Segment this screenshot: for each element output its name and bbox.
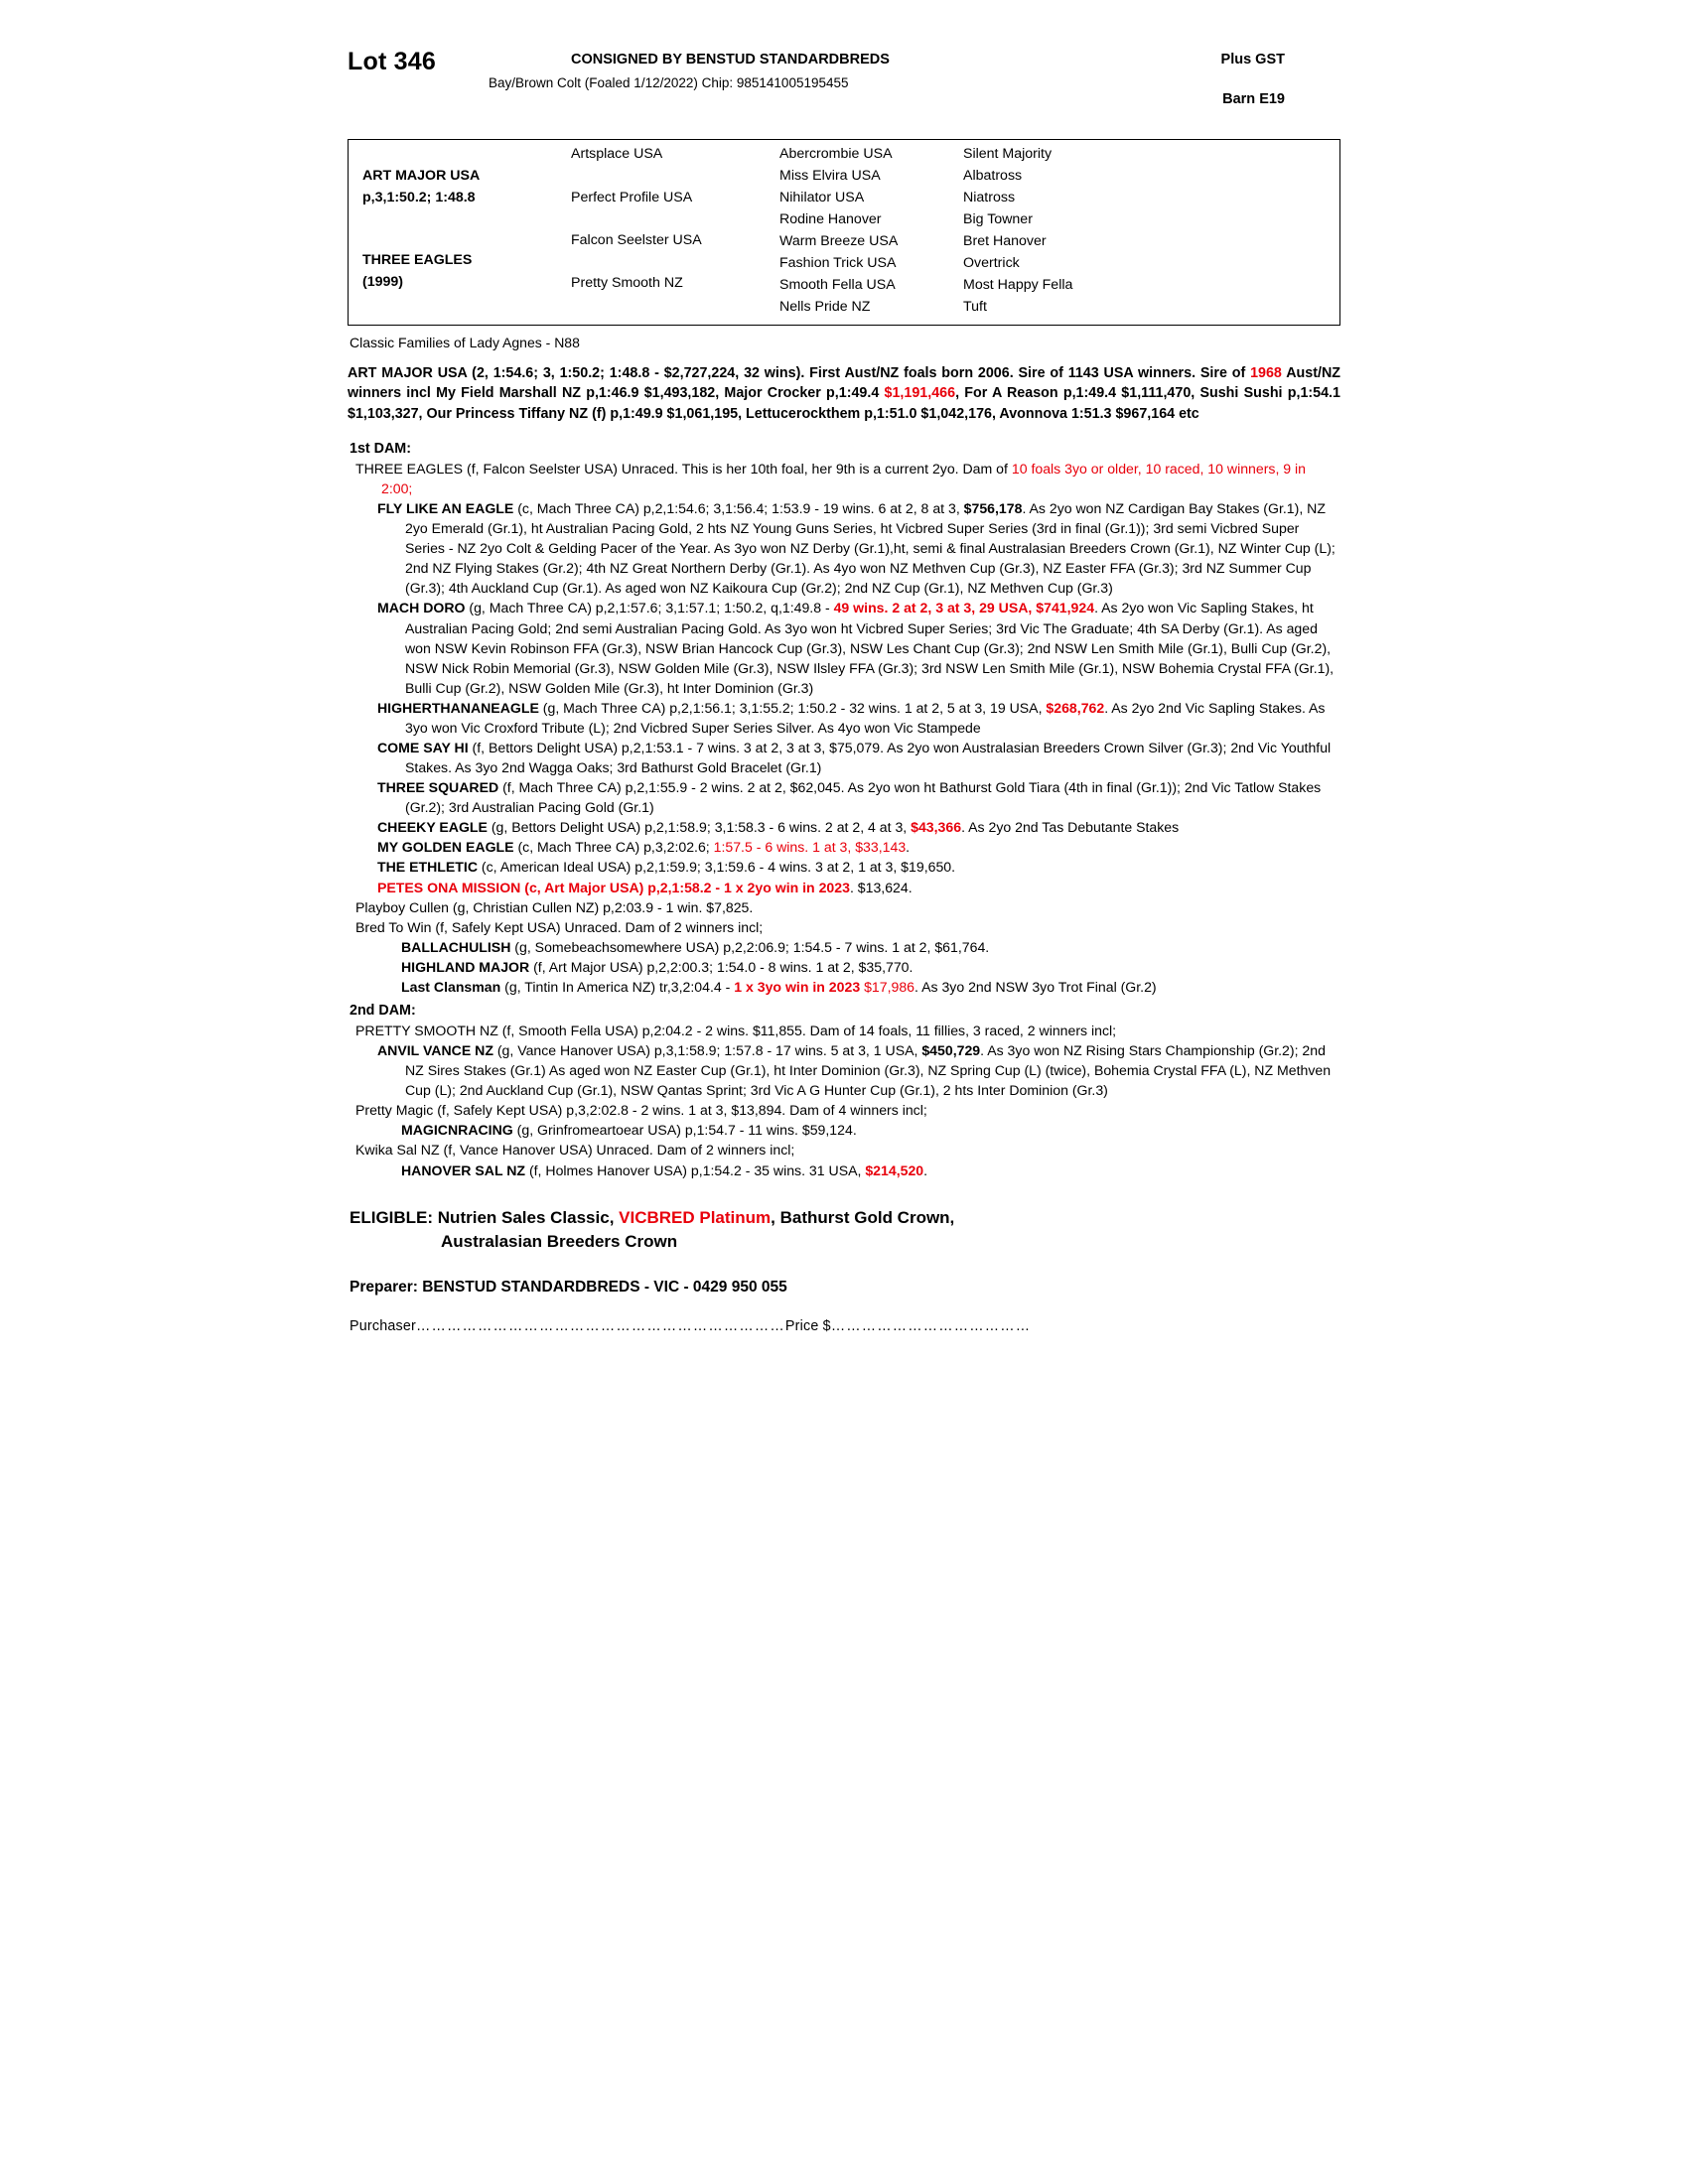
pedigree-cell: Falcon Seelster USA (571, 232, 702, 248)
progeny-name: THREE SQUARED (377, 779, 499, 796)
second-dam-intro: PRETTY SMOOTH NZ (f, Smooth Fella USA) p,2:04.2 - 2 wins. $11,855. Dam of 14 foals, 11 fillies, 3 raced, 2 winners incl; (355, 1023, 1117, 1038)
pedigree-cell: Miss Elvira USA (779, 168, 881, 184)
progeny-highlight: 1 x 3yo win in 2023 (734, 978, 861, 995)
pedigree-cell: Silent Majority (963, 146, 1053, 162)
progeny-name: HANOVER SAL NZ (401, 1161, 526, 1178)
progeny-detail: (g, Vance Hanover USA) p,3,1:58.9; 1:57.8 - 17 wins. 5 at 3, 1 USA, (492, 1042, 922, 1059)
progeny-detail-2: . As 3yo won NZ Rising Stars Championship (Gr.2); 2nd NZ Sires Stakes (Gr.1) As aged won NZ Easter Cup (Gr.1), ht Inter Dominion (Gr.3), NZ Spring Cup (L) (twice), Bohemia Crystal FFA (L), NZ Methven Cup (L); 2nd Auckland Cup (Gr.1), NSW Qantas Sprint; 3rd Vic A G Hunter Cup (Gr.1), 2 hts Inter Dominion (Gr.3) (405, 1042, 1332, 1099)
progeny-name: MY GOLDEN EAGLE (377, 839, 514, 856)
pedigree-cell: Niatross (963, 190, 1016, 205)
pedigree-table (348, 139, 1340, 326)
progeny-earnings: $17,986 (864, 978, 915, 995)
vicbred-platinum-label: VICBRED Platinum (619, 1207, 772, 1227)
price-label: Price $ (784, 1317, 831, 1334)
sire-progeny-earnings: $1,191,466 (884, 385, 956, 402)
progeny-entry (401, 1120, 1340, 1140)
progeny-detail: (g, Tintin In America NZ) tr,3,2:04.4 - (500, 978, 735, 995)
sire-winners-count: 1968 (1250, 365, 1282, 381)
progeny-entry (377, 1040, 1340, 1100)
progeny-detail: (g, Mach Three CA) p,2,1:56.1; 3,1:55.2; 1:50.2 - 32 wins. 1 at 2, 5 at 3, 19 USA, (538, 699, 1047, 716)
progeny-name: MACH DORO (377, 600, 466, 616)
progeny-entry (377, 777, 1340, 817)
progeny-detail-3: . As 3yo 2nd NSW 3yo Trot Final (Gr.2) (914, 978, 1157, 995)
progeny-detail: (f, Mach Three CA) p,2,1:55.9 - 2 wins. 2 at 2, $62,045. As 2yo won ht Bathurst Gold Tiara (4th in final (Gr.1)); 2nd Vic Tatlow Stakes (Gr.2); 3rd Australian Pacing Gold (Gr.1) (405, 779, 1322, 816)
progeny-name: HIGHLAND MAJOR (401, 958, 530, 975)
sire-record: p,3,1:50.2; 1:48.8 (362, 190, 476, 205)
pedigree-cell: Albatross (963, 168, 1023, 184)
pedigree-col-grandparents (571, 140, 779, 325)
progeny-detail-2: . $13,624. (849, 879, 913, 895)
progeny-name: FLY LIKE AN EAGLE (377, 500, 514, 517)
pedigree-cell: Perfect Profile USA (571, 190, 693, 205)
price-dots: ………………………………… (830, 1317, 1032, 1334)
pedigree-col-4th-gen (963, 140, 1147, 325)
pedigree-cell: Smooth Fella USA (779, 277, 896, 293)
progeny-detail-2: . As 2yo 2nd Tas Debutante Stakes (961, 819, 1180, 836)
progeny-name: MAGICNRACING (401, 1122, 513, 1139)
progeny-detail: (c, Art Major USA) p,2,1:58.2 - 1 x 2yo win in 2023 (520, 879, 850, 895)
progeny-detail: (f, Holmes Hanover USA) p,1:54.2 - 35 wins. 31 USA, (525, 1161, 866, 1178)
horse-description: Bay/Brown Colt (Foaled 1/12/2022) Chip: 985141005195455 (489, 75, 849, 90)
progeny-name: PETES ONA MISSION (377, 879, 521, 895)
pedigree-cell: Artsplace USA (571, 146, 663, 162)
consignor-line: CONSIGNED BY BENSTUD STANDARDBREDS (571, 52, 890, 68)
progeny-entry (377, 598, 1340, 697)
preparer-line: Preparer: BENSTUD STANDARDBREDS - VIC - 0429 950 055 (350, 1278, 787, 1296)
progeny-detail: (c, Mach Three CA) p,2,1:54.6; 3,1:56.4; 1:53.9 - 19 wins. 6 at 2, 8 at 3, (513, 500, 964, 517)
progeny-entry (377, 498, 1340, 598)
progeny-detail: (g, Grinfromeartoear USA) p,1:54.7 - 11 wins. $59,124. (512, 1122, 857, 1139)
progeny-entry (377, 878, 1340, 897)
progeny-entry (401, 957, 1340, 977)
first-dam-intro-text: THREE EAGLES (f, Falcon Seelster USA) Unraced. This is her 10th foal, her 9th is a current 2yo. Dam of (355, 460, 1012, 477)
progeny-entry (401, 977, 1340, 997)
progeny-entry (355, 1100, 1340, 1120)
progeny-detail: (c, American Ideal USA) p,2,1:59.9; 3,1:59.6 - 4 wins. 3 at 2, 1 at 3, $19,650. (478, 859, 956, 876)
progeny-entry (377, 738, 1340, 777)
pedigree-cell: Nihilator USA (779, 190, 865, 205)
progeny-detail: (g, Bettors Delight USA) p,2,1:58.9; 3,1:58.3 - 6 wins. 2 at 2, 4 at 3, (487, 819, 912, 836)
progeny-detail-2: . As 2yo won Vic Sapling Stakes, ht Australian Pacing Gold; 2nd semi Australian Pacing Gold. As 3yo won ht Vicbred Super Series; 3rd Vic The Graduate; 4th SA Derby (Gr.1). As aged won NSW Kevin Robinson FFA (Gr.3), NSW Brian Hancock Cup (Gr.3), NSW Les Chant Cup (Gr.3); 2nd NSW Len Smith Mile (Gr.1), Bulli Cup (Gr.2), NSW Nick Robin Memorial (Gr.3), NSW Golden Mile (Gr.3), NSW Ilsley FFA (Gr.3); 3rd NSW Len Smith Mile (Gr.1), NSW Bohemia Crystal FFA (Gr.1), Bulli Cup (Gr.2), NSW Golden Mile (Gr.3), ht Inter Dominion (Gr.3) (405, 600, 1335, 696)
sire-summary-part1: ART MAJOR USA (2, 1:54.6; 3, 1:50.2; 1:48.8 - $2,727,224, 32 wins). First Aust/NZ foals born 2006. Sire of 1143 USA winners. Sire of (348, 365, 1251, 381)
progeny-name: HIGHERTHANANEAGLE (377, 699, 539, 716)
catalogue-sheet (348, 44, 1340, 1334)
progeny-detail-2: . (906, 839, 911, 856)
first-dam-dam-of-stat: 10 foals 3yo or older, 10 raced, 10 winners, 9 in 2:00; (381, 460, 1307, 496)
lot-number: Lot 346 (348, 48, 436, 75)
progeny-detail-2: . As 2yo 2nd Vic Sapling Stakes. As 3yo won Vic Croxford Tribute (L); 2nd Vicbred Super Series Silver. As 4yo won Vic Stampede (405, 699, 1326, 736)
dam-year: (1999) (362, 274, 404, 290)
sire-summary-part2: Aust/NZ winners incl My Field Marshall NZ p,1:46.9 $1,493,182, Major Crocker p,1:49.4 (348, 365, 1340, 402)
pedigree-cell: Big Towner (963, 211, 1033, 227)
purchaser-dots: ……………………………………………………………… (415, 1317, 785, 1334)
progeny-name: CHEEKY EAGLE (377, 819, 488, 836)
pedigree-cell: Tuft (963, 299, 987, 315)
pedigree-cell: Nells Pride NZ (779, 299, 871, 315)
progeny-earnings: $268,762 (1046, 699, 1105, 716)
first-dam-intro (355, 459, 1340, 498)
progeny-detail: (g, Somebeachsomewhere USA) p,2,2:06.9; 1:54.5 - 7 wins. 1 at 2, $61,764. (510, 938, 990, 955)
eligible-line-1 (350, 1206, 1340, 1231)
progeny-name: Bred To Win (355, 918, 432, 935)
progeny-entry (401, 1160, 1340, 1180)
eligible-line-2: Australasian Breeders Crown (441, 1232, 678, 1252)
progeny-entry (401, 937, 1340, 957)
purchaser-label: Purchaser (350, 1317, 416, 1334)
eligible-block (350, 1206, 1340, 1255)
progeny-entry (355, 1140, 1340, 1160)
progeny-entry (377, 817, 1340, 837)
progeny-detail: (g, Mach Three CA) p,2,1:57.6; 3,1:57.1; 1:50.2, q,1:49.8 - (465, 600, 834, 616)
progeny-earnings: $214,520 (865, 1161, 924, 1178)
dam-name: THREE EAGLES (362, 252, 473, 268)
pedigree-cell: Fashion Trick USA (779, 255, 897, 271)
pedigree-cell: Warm Breeze USA (779, 233, 899, 249)
sire-summary-part3: , For A Reason p,1:49.4 $1,111,470, Sushi Sushi p,1:54.1 $1,103,327, Our Princess Tiffany NZ (f) p,1:49.9 $1,061,195, Lettucerockthem p,1:51.0 $1,042,176, Avonnova 1:51.3 $967,164 etc (348, 385, 1340, 422)
sire-summary-paragraph (348, 363, 1340, 424)
progeny-name: COME SAY HI (377, 739, 469, 755)
second-dam-heading: 2nd DAM: (350, 1003, 416, 1019)
pedigree-cell: Abercrombie USA (779, 146, 893, 162)
eligible-line-1-rest: , Bathurst Gold Crown, (771, 1207, 955, 1227)
pedigree-cell: Rodine Hanover (779, 211, 882, 227)
progeny-earnings: $43,366 (911, 819, 962, 836)
progeny-detail: (f, Safely Kept USA) Unraced. Dam of 2 winners incl; (431, 918, 764, 935)
pedigree-col-great-grandparents (779, 140, 963, 325)
progeny-detail: (f, Safely Kept USA) p,3,2:02.8 - 2 wins. 1 at 3, $13,894. Dam of 4 winners incl; (433, 1102, 927, 1119)
progeny-detail: (g, Christian Cullen NZ) p,2:03.9 - 1 win. $7,825. (449, 898, 754, 915)
eligible-label: ELIGIBLE: Nutrien Sales Classic, (350, 1207, 620, 1227)
progeny-name: ANVIL VANCE NZ (377, 1042, 493, 1059)
progeny-name: Kwika Sal NZ (355, 1142, 440, 1159)
progeny-highlight: 49 wins. 2 at 2, 3 at 3, 29 USA, $741,924 (833, 600, 1095, 616)
progeny-detail: (f, Vance Hanover USA) Unraced. Dam of 2 winners incl; (439, 1142, 795, 1159)
progeny-name: THE ETHLETIC (377, 859, 479, 876)
family-line: Classic Families of Lady Agnes - N88 (350, 335, 580, 350)
progeny-entry (355, 917, 1340, 937)
pedigree-cell: Pretty Smooth NZ (571, 275, 683, 291)
progeny-detail-2: . As 2yo won NZ Cardigan Bay Stakes (Gr.1), NZ 2yo Emerald (Gr.1), ht Australian Pacing Gold, 2 hts NZ Young Guns Series, ht Vicbred Super Series (3rd in final (Gr.1)); 3rd semi Vicbred Super Series - NZ 2yo Colt & Gelding Pacer of the Year. As 3yo won NZ Derby (Gr.1),ht, semi & final Australasian Breeders Crown (Gr.1), NZ Winter Cup (L); 2nd NZ Flying Stakes (Gr.2); 4th NZ Great Northern Derby (Gr.1). As 4yo won NZ Methven Cup (Gr.3), NZ Easter FFA (Gr.3); 3rd NZ Summer Cup (Gr.3); 4th Auckland Cup (Gr.1). As aged won NZ Kaikoura Cup (Gr.2); 2nd NZ Cup (Gr.1), NZ Methven Cup (Gr.3) (405, 500, 1336, 597)
progeny-detail: (f, Art Major USA) p,2,2:00.3; 1:54.0 - 8 wins. 1 at 2, $35,770. (529, 958, 914, 975)
purchaser-line (350, 1318, 1340, 1334)
progeny-entry (377, 698, 1340, 738)
progeny-name: BALLACHULISH (401, 938, 511, 955)
progeny-detail: (f, Bettors Delight USA) p,2,1:53.1 - 7 wins. 3 at 2, 3 at 3, $75,079. As 2yo won Australasian Breeders Crown Silver (Gr.3); 2nd Vic Youthful Stakes. As 3yo 2nd Wagga Oaks; 3rd Bathurst Gold Bracelet (Gr.1) (405, 739, 1332, 776)
pedigree-cell: Bret Hanover (963, 233, 1047, 249)
pedigree-col-parents (362, 140, 571, 325)
plus-gst-label: Plus GST (1220, 52, 1285, 68)
progeny-name: Last Clansman (401, 978, 501, 995)
progeny-entry (355, 897, 1340, 917)
progeny-name: Pretty Magic (355, 1102, 434, 1119)
progeny-earnings: $756,178 (963, 500, 1023, 517)
first-dam-heading: 1st DAM: (350, 440, 411, 457)
progeny-detail: (c, Mach Three CA) p,3,2:02.6; (513, 839, 714, 856)
barn-label: Barn E19 (1222, 91, 1285, 107)
progeny-name: Playboy Cullen (355, 898, 450, 915)
progeny-detail-2: . (923, 1161, 928, 1178)
pedigree-cell: Overtrick (963, 255, 1020, 271)
pedigree-cell: Most Happy Fella (963, 277, 1073, 293)
sire-name: ART MAJOR USA (362, 168, 481, 184)
progeny-highlight: 1:57.5 - 6 wins. 1 at 3, $33,143 (713, 839, 907, 856)
progeny-entry (377, 837, 1340, 857)
progeny-earnings: $450,729 (921, 1042, 981, 1059)
page-header (348, 44, 1340, 125)
progeny-entry (377, 857, 1340, 877)
